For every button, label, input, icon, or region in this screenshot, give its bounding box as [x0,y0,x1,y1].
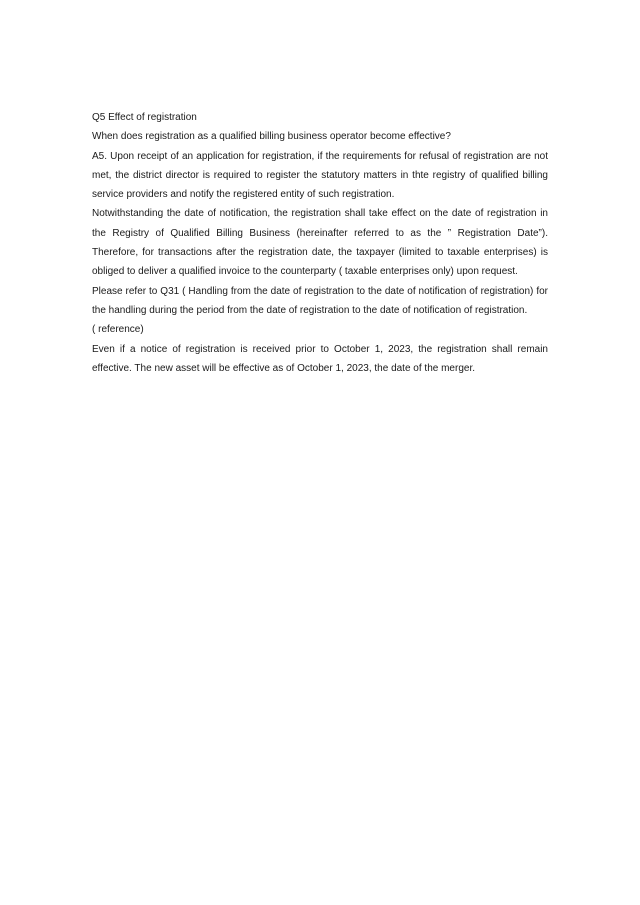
section-title: Q5 Effect of registration [92,112,197,123]
refer-paragraph: Please refer to Q31 ( Handling from the date of registration to the date of notification of registration) for the handling during the period from the date of registration to the date of notification of registration. [92,285,548,316]
answer-paragraph: A5. Upon receipt of an application for registration, if the requirements for refusal of registration are not met, the district director is required to register the statutory matters in thte registry of qualified billing service providers and notify the registered entity of such registration. [92,150,548,201]
effective-date-paragraph: Notwithstanding the date of notification, the registration shall take effect on the date of registration in the Registry of Qualified Billing Business (hereinafter referred to as the ” Registration Date”). Therefore, for transactions after the registration date, the taxpayer (limited to taxable enterprises) is obliged to deliver a qualified invoice to the counterparty ( taxable enterprises only) upon request. [92,208,548,278]
reference-label: ( reference) [92,324,144,336]
document-body [92,108,548,378]
question-text: When does registration as a qualified billing business operator become effective? [92,131,451,143]
reference-paragraph: Even if a notice of registration is received prior to October 1, 2023, the registration shall remain effective. The new asset will be effective as of October 1, 2023, the date of the merger. [92,343,548,374]
